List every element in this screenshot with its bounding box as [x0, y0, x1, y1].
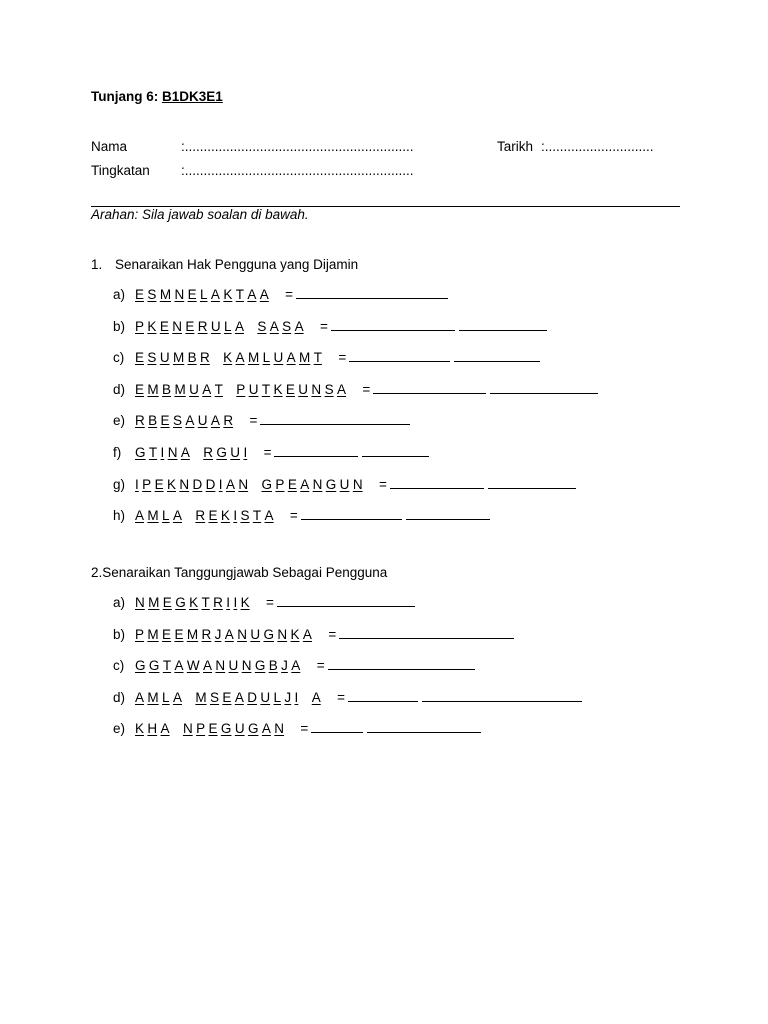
letter: G	[216, 445, 227, 460]
letter: K	[223, 287, 233, 302]
letter: U	[248, 381, 259, 397]
letter: M	[148, 595, 160, 610]
answer-blank[interactable]	[311, 720, 363, 733]
letter: K	[223, 350, 233, 366]
letter: T	[313, 350, 322, 366]
letter: N	[135, 595, 145, 610]
letter: M	[159, 287, 172, 302]
letter: K	[220, 508, 230, 524]
letter: N	[174, 287, 185, 302]
answer-blanks	[348, 689, 586, 705]
scrambled-word	[135, 382, 226, 397]
letter: A	[172, 689, 182, 705]
letter: P	[196, 721, 206, 736]
letter: T	[235, 287, 244, 302]
equals-sign: =	[319, 318, 328, 334]
letter: U	[189, 381, 199, 397]
answer-blank[interactable]	[348, 689, 418, 702]
letter: A	[185, 413, 195, 429]
letter: U	[273, 350, 284, 366]
letter: P	[236, 381, 246, 397]
item-marker: e)	[113, 413, 126, 429]
nama-field[interactable]: :.............................................................	[181, 139, 414, 154]
letter: A	[247, 287, 257, 302]
answer-blanks	[260, 412, 414, 428]
letter: E	[135, 287, 145, 302]
answer-blanks	[277, 594, 419, 610]
answer-blanks	[373, 381, 602, 397]
letter: A	[294, 318, 304, 334]
letter: A	[160, 721, 170, 736]
answer-blank[interactable]	[454, 349, 540, 362]
letter: A	[235, 350, 245, 366]
letter: A	[202, 381, 212, 397]
letter: E	[222, 689, 232, 705]
answer-blanks	[301, 507, 494, 523]
letter: M	[147, 626, 159, 642]
letter: E	[154, 476, 164, 492]
letter: U	[298, 381, 309, 397]
equals-sign: =	[266, 595, 274, 610]
letter: P	[275, 476, 285, 492]
item-marker: h)	[113, 508, 126, 524]
scrambled-word	[135, 658, 304, 673]
letter: B	[268, 658, 278, 673]
letter: R	[135, 413, 145, 429]
item-marker: c)	[113, 658, 125, 673]
letter: I	[294, 689, 299, 705]
letter: N	[277, 626, 288, 642]
section2-heading: 2.Senaraikan Tanggungjawab Sebagai Pengguna	[91, 565, 388, 580]
letter: K	[135, 721, 145, 736]
letter: U	[159, 350, 170, 366]
letter: K	[290, 626, 300, 642]
answer-blanks	[296, 286, 452, 302]
list-item	[113, 318, 551, 338]
list-item	[113, 286, 452, 306]
answer-blank[interactable]	[274, 444, 358, 457]
letter: E	[135, 350, 145, 366]
section1-heading-text: Senaraikan Hak Pengguna yang Dijamin	[115, 257, 359, 272]
equals-sign: =	[285, 287, 294, 302]
scrambled-word	[135, 413, 236, 428]
letter: G	[261, 476, 273, 492]
letter: G	[325, 476, 337, 492]
letter: E	[185, 318, 195, 334]
letter: U	[230, 445, 241, 460]
letter: S	[324, 381, 334, 397]
letter: D	[192, 476, 203, 492]
letter: E	[160, 413, 170, 429]
letter: A	[225, 476, 235, 492]
item-marker: g)	[113, 476, 126, 492]
letter: S	[147, 350, 157, 366]
scrambled-word	[135, 721, 173, 736]
answer-blanks	[274, 444, 433, 460]
tingkatan-label: Tingkatan	[91, 163, 150, 178]
letter: A	[336, 381, 346, 397]
scrambled-word	[262, 477, 366, 492]
letter: S	[282, 318, 292, 334]
letter: E	[187, 287, 197, 302]
letter: D	[247, 689, 257, 705]
letter: A	[234, 318, 244, 334]
list-item	[113, 720, 485, 740]
title-code: B1DK3E1	[162, 89, 223, 104]
answer-blank[interactable]	[349, 349, 450, 362]
letter: B	[148, 413, 158, 429]
letter: E	[208, 508, 218, 524]
letter: A	[224, 626, 234, 642]
letter: N	[241, 658, 252, 673]
nama-label: Nama	[91, 139, 128, 154]
letter: T	[261, 381, 271, 397]
letter: G	[254, 658, 266, 673]
scrambled-word	[312, 690, 324, 705]
letter: W	[186, 658, 200, 673]
scrambled-word	[135, 350, 213, 365]
letter: G	[263, 626, 274, 642]
letter: M	[195, 689, 207, 705]
item-marker: b)	[113, 318, 126, 334]
letter: T	[214, 381, 223, 397]
answer-blanks	[311, 720, 485, 736]
letter: A	[291, 658, 301, 673]
letter: I	[226, 595, 231, 610]
item-marker: f)	[113, 445, 122, 460]
letter: A	[210, 413, 220, 429]
letter: R	[200, 350, 210, 366]
letter: G	[220, 721, 232, 736]
worksheet-title	[91, 89, 223, 104]
letter: A	[302, 626, 312, 642]
letter: R	[203, 445, 213, 460]
answer-blanks	[328, 657, 479, 673]
list-item	[113, 476, 580, 496]
answer-blank[interactable]	[422, 689, 582, 702]
answer-blank[interactable]	[390, 476, 484, 489]
answer-blank[interactable]	[296, 286, 448, 299]
answer-blank[interactable]	[367, 720, 481, 733]
letter: A	[174, 658, 184, 673]
letter: A	[264, 508, 274, 524]
letter: A	[286, 350, 296, 366]
letter: B	[187, 350, 197, 366]
letter: A	[180, 445, 190, 460]
letter: J	[281, 658, 288, 673]
letter: U	[228, 658, 239, 673]
tarikh-label: Tarikh	[497, 139, 534, 154]
letter: T	[252, 508, 262, 524]
scrambled-word	[135, 627, 315, 642]
letter: G	[148, 658, 160, 673]
scrambled-word	[236, 382, 349, 397]
letter: S	[147, 287, 157, 302]
list-item	[113, 626, 518, 646]
letter: I	[233, 595, 238, 610]
letter: A	[234, 689, 244, 705]
letter: N	[274, 721, 285, 736]
letter: E	[162, 626, 172, 642]
letter: I	[135, 476, 139, 492]
letter: L	[224, 318, 232, 334]
tingkatan-field[interactable]: :.............................................................	[181, 163, 414, 178]
item-marker: a)	[113, 287, 126, 302]
scrambled-word	[203, 445, 250, 460]
list-item	[113, 507, 494, 527]
letter: K	[189, 595, 199, 610]
item-marker: b)	[113, 626, 126, 642]
letter: R	[197, 318, 208, 334]
letter: N	[352, 476, 363, 492]
title-label: Tunjang 6:	[91, 89, 159, 104]
answer-blank[interactable]	[331, 318, 455, 331]
letter: E	[174, 626, 184, 642]
letter: J	[284, 689, 292, 705]
letter: A	[135, 508, 145, 524]
letter: N	[312, 476, 323, 492]
letter: L	[262, 350, 271, 366]
answer-blank[interactable]	[373, 381, 486, 394]
letter: T	[201, 595, 210, 610]
letter: H	[147, 721, 158, 736]
list-item	[113, 657, 479, 677]
letter: E	[162, 595, 172, 610]
letter: M	[147, 689, 159, 705]
letter: K	[147, 318, 157, 334]
section1-heading	[91, 257, 358, 272]
scrambled-word	[135, 595, 253, 610]
item-marker: e)	[113, 721, 126, 736]
letter: A	[259, 287, 269, 302]
list-item	[113, 444, 433, 464]
equals-sign: =	[337, 689, 345, 705]
letter: R	[223, 413, 234, 429]
answer-blank[interactable]	[488, 476, 576, 489]
letter: A	[210, 287, 220, 302]
letter: A	[300, 476, 310, 492]
letter: A	[311, 689, 321, 705]
answer-blanks	[390, 476, 580, 492]
letter: M	[147, 508, 159, 524]
answer-blank[interactable]	[277, 594, 415, 607]
letter: N	[237, 626, 247, 642]
equals-sign: =	[263, 445, 272, 460]
letter: U	[250, 626, 261, 642]
list-item	[113, 689, 586, 709]
letter: L	[273, 689, 282, 705]
equals-sign: =	[249, 413, 258, 429]
letter: N	[215, 658, 226, 673]
instruction-text: Arahan: Sila jawab soalan di bawah.	[91, 207, 309, 222]
scrambled-word	[183, 721, 287, 736]
item-marker: d)	[113, 381, 126, 397]
equals-sign: =	[328, 626, 337, 642]
scrambled-word	[257, 319, 307, 334]
letter: S	[172, 413, 182, 429]
letter: A	[261, 721, 271, 736]
letter: A	[172, 508, 182, 524]
letter: P	[135, 626, 145, 642]
item-marker: d)	[113, 689, 126, 705]
letter: M	[174, 381, 186, 397]
scrambled-word	[135, 287, 272, 302]
letter: L	[162, 689, 170, 705]
letter: R	[195, 508, 206, 524]
answer-blank[interactable]	[328, 657, 475, 670]
answer-blank[interactable]	[459, 318, 547, 331]
letter: E	[285, 381, 295, 397]
letter: S	[210, 689, 220, 705]
letter: G	[135, 658, 146, 673]
letter: D	[205, 476, 216, 492]
letter: U	[210, 318, 221, 334]
letter: L	[200, 287, 208, 302]
equals-sign: =	[289, 508, 298, 524]
letter: N	[238, 476, 249, 492]
letter: I	[218, 476, 223, 492]
equals-sign: =	[362, 381, 371, 397]
letter: G	[175, 595, 186, 610]
letter: M	[247, 350, 260, 366]
letter: N	[172, 318, 182, 334]
equals-sign: =	[316, 658, 325, 673]
letter: N	[179, 476, 190, 492]
scrambled-word	[135, 690, 185, 705]
letter: S	[257, 318, 267, 334]
letter: J	[214, 626, 222, 642]
letter: U	[234, 721, 245, 736]
letter: E	[208, 721, 218, 736]
letter: K	[166, 476, 176, 492]
letter: T	[162, 658, 172, 673]
letter: I	[160, 445, 165, 460]
letter: E	[135, 381, 145, 397]
list-item	[113, 381, 602, 401]
answer-blank[interactable]	[406, 507, 490, 520]
answer-blanks	[349, 349, 544, 365]
letter: G	[247, 721, 259, 736]
letter: K	[273, 381, 283, 397]
letter: N	[311, 381, 322, 397]
list-item	[113, 594, 419, 614]
letter: I	[233, 508, 238, 524]
letter: U	[260, 689, 271, 705]
answer-blank[interactable]	[339, 626, 514, 639]
answer-blank[interactable]	[260, 412, 410, 425]
item-marker: a)	[113, 595, 126, 610]
list-item	[113, 349, 544, 369]
letter: R	[213, 595, 223, 610]
equals-sign: =	[378, 476, 387, 492]
scrambled-word	[135, 508, 185, 523]
letter: G	[135, 445, 146, 460]
section1-number: 1.	[91, 257, 103, 272]
letter: P	[135, 318, 145, 334]
answer-blanks	[331, 318, 551, 334]
letter: R	[201, 626, 212, 642]
letter: N	[167, 445, 178, 460]
letter: U	[197, 413, 208, 429]
letter: E	[287, 476, 297, 492]
answer-blank[interactable]	[362, 444, 429, 457]
scrambled-word	[195, 690, 301, 705]
tarikh-field[interactable]: :.............................	[541, 139, 654, 154]
equals-sign: =	[338, 350, 347, 366]
letter: E	[159, 318, 169, 334]
letter: U	[339, 476, 350, 492]
letter: A	[135, 689, 145, 705]
answer-blank[interactable]	[490, 381, 598, 394]
scrambled-word	[135, 319, 247, 334]
letter: K	[240, 595, 250, 610]
letter: M	[147, 381, 159, 397]
item-marker: c)	[113, 350, 125, 366]
letter: N	[182, 721, 193, 736]
letter: A	[269, 318, 279, 334]
letter: P	[142, 476, 152, 492]
letter: M	[299, 350, 311, 366]
scrambled-word	[135, 445, 193, 460]
letter: S	[240, 508, 250, 524]
list-item	[113, 412, 414, 432]
answer-blank[interactable]	[301, 507, 402, 520]
letter: M	[172, 350, 185, 366]
letter: L	[162, 508, 170, 524]
scrambled-word	[195, 508, 277, 523]
letter: B	[162, 381, 172, 397]
answer-blanks	[339, 626, 518, 642]
letter: A	[203, 658, 213, 673]
letter: M	[186, 626, 199, 642]
letter: T	[148, 445, 158, 460]
letter: I	[243, 445, 248, 460]
equals-sign: =	[300, 721, 309, 736]
scrambled-word	[135, 477, 252, 492]
scrambled-word	[223, 350, 325, 365]
